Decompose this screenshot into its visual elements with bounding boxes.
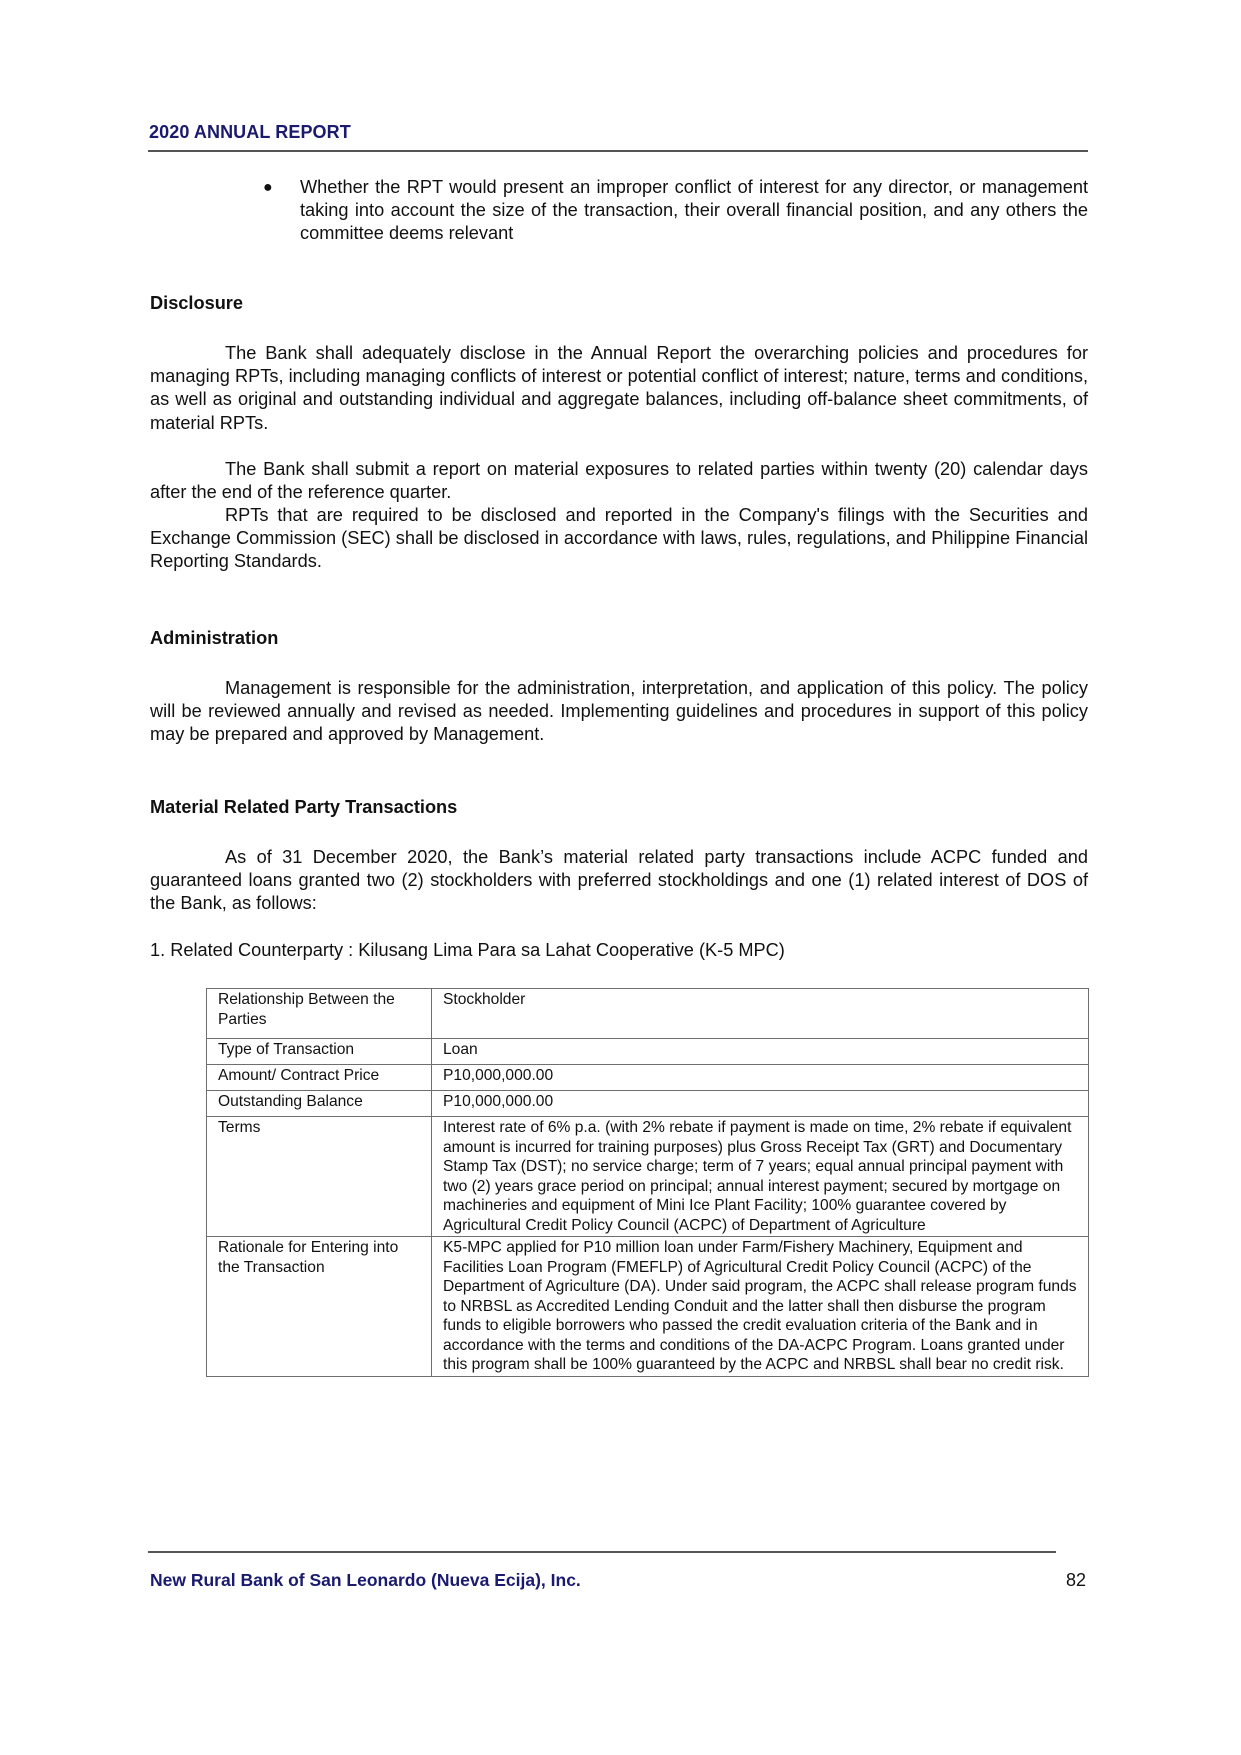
report-header-title: 2020 ANNUAL REPORT bbox=[149, 122, 351, 142]
table-label-cell: Type of Transaction bbox=[207, 1039, 432, 1065]
footer-divider bbox=[148, 1551, 1056, 1553]
table-row bbox=[207, 1237, 1089, 1377]
table-value-cell: Stockholder bbox=[432, 989, 1089, 1039]
disclosure-paragraph-3: RPTs that are required to be disclosed and reported in the Company's filings with the Securities and Exchange Commission (SEC) shall be disclosed in accordance with laws, rules, regulations, and Philippine Financial Reporting Standards. bbox=[150, 505, 1088, 572]
table-value-cell: Loan bbox=[432, 1039, 1089, 1065]
table-row bbox=[207, 1039, 1089, 1065]
material-rpt-paragraph: As of 31 December 2020, the Bank’s material related party transactions include ACPC funded and guaranteed loans granted two (2) stockholders with preferred stockholdings and one (1) related interest of DOS of the Bank, as follows: bbox=[150, 847, 1088, 914]
bullet-dot-icon: ● bbox=[263, 179, 273, 196]
table-label-cell: Relationship Between the Parties bbox=[207, 989, 432, 1039]
table-label-cell: Terms bbox=[207, 1117, 432, 1237]
table-value-cell: P10,000,000.00 bbox=[432, 1065, 1089, 1091]
table-row bbox=[207, 1091, 1089, 1117]
table-value-cell: K5-MPC applied for P10 million loan under Farm/Fishery Machinery, Equipment and Facilities Loan Program (FMEFLP) of Agricultural Credit Policy Council (ACPC) of the Department of Agriculture (DA). Under said program, the ACPC shall release program funds to NRBSL as Accredited Lending Conduit and the latter shall then disburse the program funds to eligible borrowers who passed the credit evaluation criteria of the Bank and in accordance with the terms and conditions of the DA-ACPC Program. Loans granted under this program shall be 100% guaranteed by the ACPC and NRBSL shall bear no credit risk. bbox=[432, 1237, 1089, 1377]
section-heading-disclosure: Disclosure bbox=[150, 293, 243, 313]
administration-paragraph: Management is responsible for the administration, interpretation, and application of this policy. The policy will be reviewed annually and revised as needed. Implementing guidelines and procedures in support of this policy may be prepared and approved by Management. bbox=[150, 678, 1088, 745]
footer-organization-name: New Rural Bank of San Leonardo (Nueva Ecija), Inc. bbox=[150, 1570, 581, 1590]
disclosure-paragraph-1: The Bank shall adequately disclose in the Annual Report the overarching policies and procedures for managing RPTs, including managing conflicts of interest or potential conflict of interest; nature, terms and conditions, as well as original and outstanding individual and aggregate balances, including off-balance sheet commitments, of material RPTs. bbox=[150, 343, 1088, 433]
related-counterparty-line: 1. Related Counterparty : Kilusang Lima Para sa Lahat Cooperative (K-5 MPC) bbox=[150, 940, 785, 960]
table-value-cell: P10,000,000.00 bbox=[432, 1091, 1089, 1117]
table-label-cell: Rationale for Entering into the Transaction bbox=[207, 1237, 432, 1377]
bullet-item bbox=[263, 176, 1088, 246]
bullet-item-text: Whether the RPT would present an improper conflict of interest for any director, or management taking into account the size of the transaction, their overall financial position, and any others the committee deems relevant bbox=[300, 177, 1088, 244]
disclosure-paragraph-2: The Bank shall submit a report on material exposures to related parties within twenty (20) calendar days after the end of the reference quarter. bbox=[150, 459, 1088, 503]
section-heading-material-rpt: Material Related Party Transactions bbox=[150, 797, 458, 817]
header-divider bbox=[148, 150, 1088, 152]
table-row bbox=[207, 1065, 1089, 1091]
table-label-cell: Amount/ Contract Price bbox=[207, 1065, 432, 1091]
table-value-cell: Interest rate of 6% p.a. (with 2% rebate if payment is made on time, 2% rebate if equivalent amount is incurred for training purposes) plus Gross Receipt Tax (GRT) and Documentary Stamp Tax (DST); no service charge; term of 7 years; equal annual principal payment with two (2) years grace period on principal; annual interest payment; secured by mortgage on machineries and equipment of Mini Ice Plant Facility; 100% guarantee covered by Agricultural Credit Policy Council (ACPC) of Department of Agriculture bbox=[432, 1117, 1089, 1237]
section-heading-administration: Administration bbox=[150, 628, 279, 648]
table-label-cell: Outstanding Balance bbox=[207, 1091, 432, 1117]
rpt-details-table bbox=[206, 988, 1089, 1377]
table-row bbox=[207, 989, 1089, 1039]
page-number: 82 bbox=[1066, 1570, 1087, 1590]
table-row bbox=[207, 1117, 1089, 1237]
